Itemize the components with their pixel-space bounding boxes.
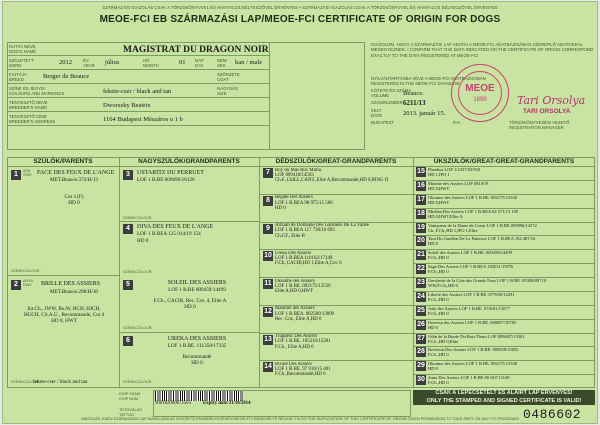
great-great-grandparent-entry: Phoebus LOF 1/2437/02/933 HD 1,IPO 1 <box>428 167 481 177</box>
grandparent-color-label: SZÍNE/COLOUR: <box>123 216 153 220</box>
number-badge: 3 <box>123 170 133 180</box>
great-great-grandparent-entry: Revision Des Assiers LOF 1 B.BE. 095958/15055 F.Ch.,HD 0 <box>428 347 519 358</box>
footer-text: MÁSOLÁS, EZEN SZÁRMAZÁSI LAP MÁSOLÁSA AZ ÍZVEZETŐ ENGEDÉLYEZÉSÉN MEOE-FCI ENGEDÉLYE NÉLKÜL TILOS! THE DUPLICATION OF THIS CERTIFICATE OF ORIGIN GIVEN PERMISSION TO TAKE PART ON ANY FCI PROGRAM! <box>81 416 519 421</box>
great-grandparent-entry: Artzain de Domaine Des Gardiens De La Vallée LOF 1 B.BEA 117 730/16 093 Ch.CF., Elite B <box>275 223 370 239</box>
grandparent-name: USTARITZ DU PERRUET <box>137 170 204 176</box>
validity-en: ONLY THE STAMPED AND SIGNED CERTIFICATE IS VALID! <box>426 397 582 404</box>
coat-label: SZŐRZETE COAT <box>217 72 240 82</box>
great-great-grandparent-entry: Tara Du Gardien De La Patience LOF 1 B.BEA 104 487/16 HD 0 <box>428 236 536 247</box>
number-badge: 6 <box>123 336 133 346</box>
stamp-year: 1899 <box>473 97 487 103</box>
number-badge: 8 <box>263 196 273 206</box>
dam-titles: Int.Ch., JWW, Bu.W, HCH, HJCH, HGCH, CS.A.U., Recommandé, Cot 4 HD 0, HWT <box>23 306 105 325</box>
breeder-name-label: TENYÉSZTŐ NEVE BREEDER'S NAME <box>9 100 48 110</box>
serial-number: 0486602 <box>523 407 582 422</box>
number-badge: 5 <box>123 280 133 290</box>
signature: Tari Orsolya <box>517 94 586 107</box>
grandparent-color-label: SZÍNE/COLOUR: <box>123 270 153 274</box>
great-grandparent-entry: Rivale Des Assiers LOF 1 B.BE. 97 916/15 401 F.Ch.,Recommandé,HD 0 <box>275 361 331 378</box>
place-label: BUDAPEST <box>371 120 395 125</box>
dam-name: BRILLE DES ASSIERS <box>41 281 101 287</box>
number-badge: 17 <box>417 195 425 203</box>
great-grandparent-entry: Ureka Des Assiers LOF 1 B.BEA 110102/17148 F.Ch.,CACIB,HD 1,Elite A,Cot. 6 <box>275 250 342 267</box>
great-great-grandparent-entry: Soleil des Assiers LOF 1 B.BE. 009459/14499 F.Ch.,HD 0 <box>428 250 513 261</box>
number-badge: 14 <box>264 363 272 371</box>
date-value: 2013. január 15. <box>403 110 446 117</box>
security-top-line: SZÁRMAZÁSI IGAZOLÁS CSAK A TÖRZSKÖNYVVEL ÉS HIVATALOS BÉLYEGZŐVEL ÉRVÉNYES • SZÁRMAZÁSI IGAZOLÁS CSAK A TÖRZSKÖNYVVEL ÉS HIVATALOS BÉLYEGZŐVEL ÉRVÉNYES <box>102 5 498 10</box>
sire-reg: MET.Beauce.372/H/13 <box>49 177 99 183</box>
great-great-grandparent-entry: Minette des Assiers LOF 081/F/E HD 0,HWT <box>428 180 489 191</box>
sex-label: NEM SEX <box>217 58 227 68</box>
day-label: NAP DAY <box>195 58 204 68</box>
number-badge: 13 <box>264 335 272 343</box>
grandparent-color-label: SZÍNE/COLOUR: <box>123 326 153 330</box>
grandparent-titles: Recommandé HD 0 <box>182 354 212 367</box>
dam-label: ANYA DAM <box>23 279 34 287</box>
number-badge: 30 <box>417 376 425 384</box>
grandparent-titles: F.Ch., CACIB, Rec. Cot. 4, Elite A HD 0 <box>153 298 227 311</box>
dam-color-label: SZÍNE/COLOUR: <box>11 380 41 384</box>
great-great-grandparent-entry: Saga Des Assiers LOF 1 B.BEA.102011/15976 F.Ch.,HD 0 <box>428 264 514 275</box>
breeder-address: 1164 Budapest Mészáros u 1 b <box>103 116 183 123</box>
number-badge: 23 <box>417 279 425 286</box>
number-badge: 29 <box>417 362 425 370</box>
year-label: ÉV YEAR <box>83 58 95 68</box>
grandparent-reg: LOF 1 B.BE 009696/16126 <box>137 177 195 183</box>
chip-number: 900182000072503 <box>155 401 191 406</box>
tattoo-label: TETOVÁLÁS TATTOO <box>119 407 142 417</box>
ph-label: P.H. <box>453 120 461 125</box>
number-badge: 25 <box>417 306 425 314</box>
breeder-address-label: TENYÉSZTŐ CÍME BREEDER'S ADDRESS <box>9 114 56 124</box>
number-badge: 10 <box>264 252 272 260</box>
header-parents: SZÜLŐK/PARENTS <box>33 158 93 165</box>
volume-label: KÖTETE ÉS SZÁMA VOLUME <box>371 88 412 98</box>
great-great-grandparent-entry: Odin de la Horde Du Bois Fleuri LOF 0B9487/13381 F.Ch.,HD 0,Elite <box>428 333 525 344</box>
header-great-grandparents: DÉDSZÜLŐK/GREAT-GRANDPARENTS <box>275 158 397 165</box>
born-day: 01 <box>179 59 186 66</box>
grandparent-titles: HD 0 <box>137 238 149 244</box>
number-badge: 22 <box>417 265 425 273</box>
number-badge: 4 <box>123 224 133 234</box>
breed-label: FAJTÁJA BREED <box>9 72 27 82</box>
color-value: fekete-cser / black and tan <box>103 88 172 95</box>
great-great-grandparent-entry: Gershwin de la Côte des Grands Fous LOF 1 B.BE. 85398/09710 WW,F.Ch.,HD 0 <box>428 278 546 288</box>
number-badge: 24 <box>417 292 425 300</box>
number-badge: 21 <box>417 251 425 259</box>
signatory-title: TÖRZSKÖNYVEZÉSI VEZETŐ REGISTRATION MANAGER <box>509 120 570 130</box>
dog-name: MAGISTRAT DU DRAGON NOIR <box>123 45 269 55</box>
header-great-great-grandparents: ÜKSZÜLŐK/GREAT-GREAT-GRANDPARENTS <box>433 158 575 165</box>
grandparent-color-label: SZÍNE/COLOUR: <box>123 380 153 384</box>
dam-reg: MET.Beauce.298/H/10 <box>49 289 99 295</box>
great-great-grandparent-entry: Jenia Des Assiers LOF 1 B.BE.90 667/13149 F.Ch.,HD 0 <box>428 375 510 386</box>
header-grandparents: NAGYSZÜLŐK/GRANDPARENTS <box>138 158 240 165</box>
number-badge: 9 <box>263 224 273 234</box>
validity-notice <box>413 390 595 405</box>
great-grandparent-entry: Okoume des Assiers LOF 1 B.BE. 092175/13530 Elite A,HD 0,HWT <box>275 278 331 295</box>
number-badge: 20 <box>417 237 425 245</box>
grandparent-name: SOLEIL DES ASSIERS <box>167 280 227 286</box>
born-year: 2012 <box>59 59 72 66</box>
size-label: NAGYSÁG SIZE <box>217 86 239 96</box>
grandparent-reg: LOF 1 B.BE 009459/14499 <box>168 287 226 293</box>
great-great-grandparent-entry: Okoume des Assiers LOF 1 B.BE. 092175/13530 HD 0,HWT <box>428 194 518 205</box>
sire-titles: Cot 3 (F) HD 0 <box>64 194 84 207</box>
number-value: 6211/13 <box>403 99 426 107</box>
validity-hu: CSAK A LEPECSÉTELT ÉS ALÁÍRT LAP ÉRVÉNYES! <box>435 390 573 396</box>
chip-label: CHIP SZÁM CHIP NUM <box>119 391 141 401</box>
grandparent-name: UREKA DES ASSIERS <box>167 336 227 342</box>
expiry-date: Expiry date:31/10/2014 <box>203 401 251 406</box>
great-great-grandparent-entry: Liberte des Assiers LOF 1 B.BE. 077690/12291 F.Ch.,HD 0 <box>428 291 515 302</box>
number-badge: 11 <box>264 280 272 287</box>
dam-color: fekete-cser / black and tan <box>33 379 88 385</box>
breed-value: Berger de Beauce <box>43 73 90 80</box>
dog-name-label: KUTYA NEVE DOG'S NAME <box>9 44 37 54</box>
sire-color-label: SZÍNE/COLOUR: <box>11 269 41 273</box>
number-badge: 15 <box>417 168 425 175</box>
certificate-title: MEOE-FCI EB SZÁRMAZÁSI LAP/MEOE-FCI CERTIFICATE OF ORIGIN FOR DOGS <box>99 14 501 25</box>
number-badge: 28 <box>417 348 425 356</box>
number-badge: 19 <box>417 223 425 231</box>
color-label: SZÍNE ÉS JEGYEI COLOURS AND MARKINGS <box>9 86 65 96</box>
grandparent-name: DIVA DES FEUX DE L'ANGE <box>137 224 214 230</box>
signatory-name: TARI ORSOLYA <box>523 108 571 115</box>
certificate <box>2 1 598 424</box>
date-label: KELT DATE <box>371 108 383 118</box>
grandparent-reg: LOF 1 B.BE. 111358/17335 <box>167 343 227 349</box>
grandparent-reg: LOF 1 B.BEA 125 014/19 154 <box>137 231 201 237</box>
sex-value: kan / male <box>235 59 263 66</box>
great-grandparent-entry: Mantille des Assiers LOF 1 B.BEA. 082580/13099 Rec. Cot., Elite A,HD 0 <box>275 306 335 322</box>
breeder-name: Dworszky Beatrix <box>103 102 151 109</box>
great-great-grandparent-entry: Jody des Assiers LOF 1 B.BE. 074181/11077 F.Ch.,HD 0 <box>428 305 510 316</box>
born-label: SZÜLETETT BORN <box>9 58 34 68</box>
great-great-grandparent-entry: Vainqueur de la Dame de Coeur LOF 1 B.BE.095896/14572 Ch.,F.Ch.,HD 1,IPO 1,Elite <box>428 222 537 233</box>
number-badge: 2 <box>11 280 21 290</box>
registered-label: NYILVÁNTARTÁSBA VÉVE A MEOE-FCI ADATBÁZISÁBAN REGISTERED IN THE MEOE-FCI DATABASE <box>371 76 486 86</box>
stamp-text: MEOE <box>465 83 495 94</box>
great-grandparent-entry: Regate Des Assiers LOF 1 B.BEA 98 975/15 560 HD 0 <box>275 195 333 211</box>
number-badge: 7 <box>263 168 273 178</box>
number-badge: 16 <box>417 181 425 189</box>
official-stamp <box>451 64 509 122</box>
number-badge: 18 <box>417 209 425 217</box>
great-great-grandparent-entry: Ilovessa des Assiers LOF 1 B.BE. 068087/10782 HD 0 <box>428 319 517 330</box>
number-badge: 27 <box>417 334 425 342</box>
number-label: SZÁM/NUMBER <box>371 100 403 105</box>
confirmation-text: IGAZOLOM, HOGY A SZÁRMAZÁSI LAP ADATAI A MEOE-FCI ADATBÁZISÁBAN SZEREPLŐ ADATOKKAL MEGEGYEZNEK. I CONFIRM THAT THE DATA INDICATED ON THE CERTIFICATE OF ORIGIN CORRESPOND EXACTLY TO THE DATA REGISTERED AT MEOE-FCI <box>371 42 594 58</box>
sire-label: APA SIRE <box>23 169 32 177</box>
great-grandparent-entry: Roy du Mas Ruc Maria LOF 099418/14503 Ch.F.,ChILL,CANT.,Elite A,Recommandé,HD 0,RING II <box>275 167 389 184</box>
number-badge: 26 <box>417 320 425 328</box>
volume-value: Beauce. <box>403 90 424 97</box>
month-label: HÓ MONTH <box>143 58 159 68</box>
born-month: július <box>105 59 120 66</box>
sire-name: FACE DES FEUX DE L'ANGE <box>37 170 115 176</box>
chip-box <box>153 390 411 417</box>
number-badge: 1 <box>11 170 21 180</box>
great-grandparent-entry: Truppeur Des Assiers LOF 1 B.BE. 105310/15281 F.Ch., Elite A,HD 0 <box>275 334 331 350</box>
number-badge: 12 <box>264 307 272 315</box>
great-great-grandparent-entry: Michka Des Assiers LOF 1 B.BEA 82 571/13 100 HD 0,HWT,Elite A <box>428 208 519 219</box>
great-great-grandparent-entry: Okoume des Assiers LOF 1 B.BE. 092175/13530 HD 0 <box>428 361 518 372</box>
